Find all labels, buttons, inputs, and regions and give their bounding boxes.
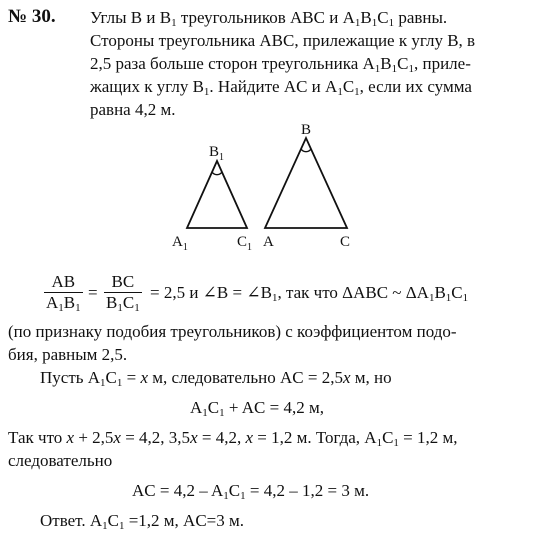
- statement-line-3: 2,5 раза больше сторон треугольника $A_1B_1C_1$, приле-: [90, 54, 471, 75]
- equation-2: AC = $4,2 - A_1C_1 = 4,2 - 1,2 = 3$ м.: [132, 481, 370, 502]
- statement-line-5: равна 4,2 м.: [90, 100, 176, 119]
- label-A1: $A_1$: [172, 234, 188, 253]
- fraction-bc-denominator: $B_1C_1$: [106, 293, 140, 314]
- problem-number: № 30.: [8, 6, 56, 27]
- small-triangle: [187, 161, 247, 228]
- fraction-bc-numerator: BC: [104, 272, 142, 293]
- statement-line-4: жащих к углу $B_1$. Найдите AC и $A_1C_1$, если их сумма: [90, 77, 472, 98]
- solution-line-5: Так что x + 2,5x = 4,2, 3,5x = 4,2, x = 1,2 м. Тогда, $A_1C_1 = 1,2$ м,: [8, 428, 458, 449]
- large-angle-arc: [301, 149, 311, 152]
- equation-1: $A_1C_1$ + AC = 4,2 м,: [190, 398, 324, 419]
- fraction-ab-numerator: AB: [44, 272, 83, 293]
- solution-line-2: (по признаку подобия треугольников) с коэффициентом подо-: [8, 322, 457, 341]
- solution-line-4: Пусть $A_1C_1 = x$ м, следовательно AC = 2,5x м, но: [40, 368, 392, 389]
- label-B: B: [301, 122, 312, 138]
- label-C1: $C_1$: [237, 234, 253, 253]
- fraction-ab-denominator: $A_1B_1$: [46, 293, 81, 314]
- label-B1: $B_1$: [209, 144, 225, 163]
- label-C: C: [340, 234, 351, 250]
- small-angle-arc: [212, 172, 222, 175]
- fraction-bc: [104, 272, 142, 313]
- ratio-line-rest: = 2,5 и ∠B = $\angle B_1$, так что ΔABC ~ $\Delta A_1B_1C_1$: [150, 283, 469, 304]
- fraction-ab: [44, 272, 83, 313]
- statement-line-1: Углы B и $B_1$ треугольников ABC и $A_1B_1C_1$ равны.: [90, 8, 448, 29]
- equals-sign: =: [88, 283, 98, 302]
- answer-line: Ответ. $A_1C_1 =1,2$ м, AC=3 м.: [40, 511, 245, 532]
- solution-line-6: следовательно: [8, 451, 113, 470]
- solution-line-3: бия, равным 2,5.: [8, 345, 128, 364]
- label-A: A: [263, 234, 274, 250]
- statement-line-2: Стороны треугольника ABC, прилежащие к углу B, в: [90, 31, 476, 50]
- triangles-figure: [160, 118, 380, 263]
